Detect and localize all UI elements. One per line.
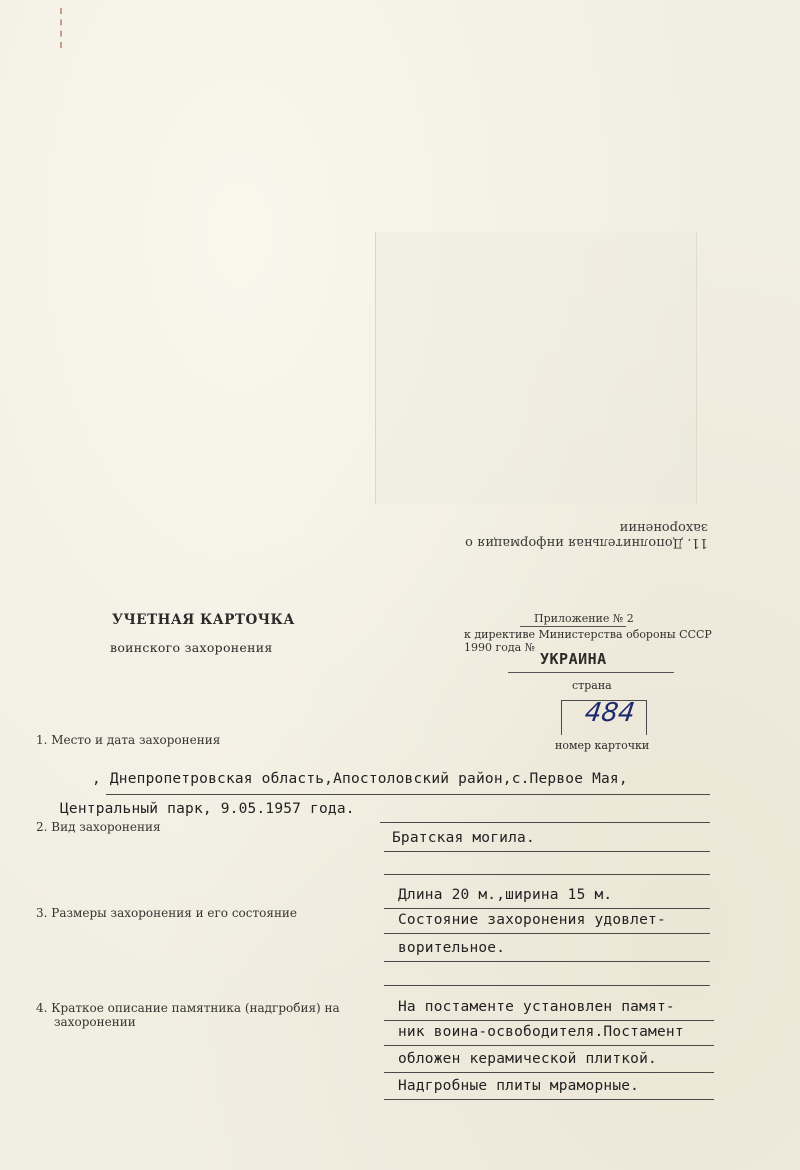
field-place-date-line: , Днепропетровская область,Апостоловский район,с.Первое Мая, (92, 771, 628, 787)
field-monument-line: обложен керамической плиткой. (398, 1051, 657, 1067)
rule (384, 933, 710, 934)
field-place-date-label: 1. Место и дата захоронения (36, 733, 221, 747)
field-monument-line: На постаменте установлен памят- (398, 999, 675, 1015)
field-monument-line: Надгробные плиты мраморные. (398, 1078, 640, 1094)
appendix-title: Приложение № 2 (534, 612, 634, 625)
rule (380, 822, 710, 823)
rule (106, 794, 710, 795)
reverse-section-heading: 11. Дополнительная информация о захоронении (465, 520, 708, 550)
rule (384, 1072, 714, 1073)
rule (384, 961, 710, 962)
field-burial-type-label: 2. Вид захоронения (36, 820, 161, 834)
rule (384, 985, 710, 986)
field-dimensions-line: ворительное. (398, 940, 506, 956)
country-label: страна (572, 679, 612, 692)
card-subtitle: воинского захоронения (110, 640, 273, 655)
card-title: УЧЕТНАЯ КАРТОЧКА (112, 612, 295, 628)
rule (384, 908, 710, 909)
field-monument-label: 4. Краткое описание памятника (надгробия) на (36, 1001, 340, 1015)
card-number-label: номер карточки (555, 739, 650, 752)
rule (384, 851, 710, 852)
card-number-handwritten: 484 (582, 698, 637, 728)
field-burial-type-line: Братская могила. (392, 830, 535, 846)
appendix-directive: к директиве Министерства обороны СССР (464, 628, 712, 641)
ink-mark (60, 8, 88, 48)
field-monument-line: ник воина-освободителя.Постамент (398, 1024, 684, 1040)
field-dimensions-line: Состояние захоронения удовлет- (398, 912, 666, 928)
reverse-side-panel (375, 232, 697, 504)
rule (384, 1020, 714, 1021)
field-place-date-line: Центральный парк, 9.05.1957 года. (60, 801, 355, 817)
field-dimensions-line: Длина 20 м.,ширина 15 м. (398, 887, 613, 903)
rule (384, 1099, 714, 1100)
country-underline (508, 672, 674, 673)
rule (384, 1045, 714, 1046)
field-monument-label-cont: захоронении (54, 1015, 136, 1029)
field-dimensions-label: 3. Размеры захоронения и его состояние (36, 906, 298, 920)
appendix-title-underline (520, 626, 626, 627)
appendix-year: 1990 года № (464, 641, 536, 654)
country-value: УКРАИНА (540, 650, 607, 668)
rule (384, 874, 710, 875)
